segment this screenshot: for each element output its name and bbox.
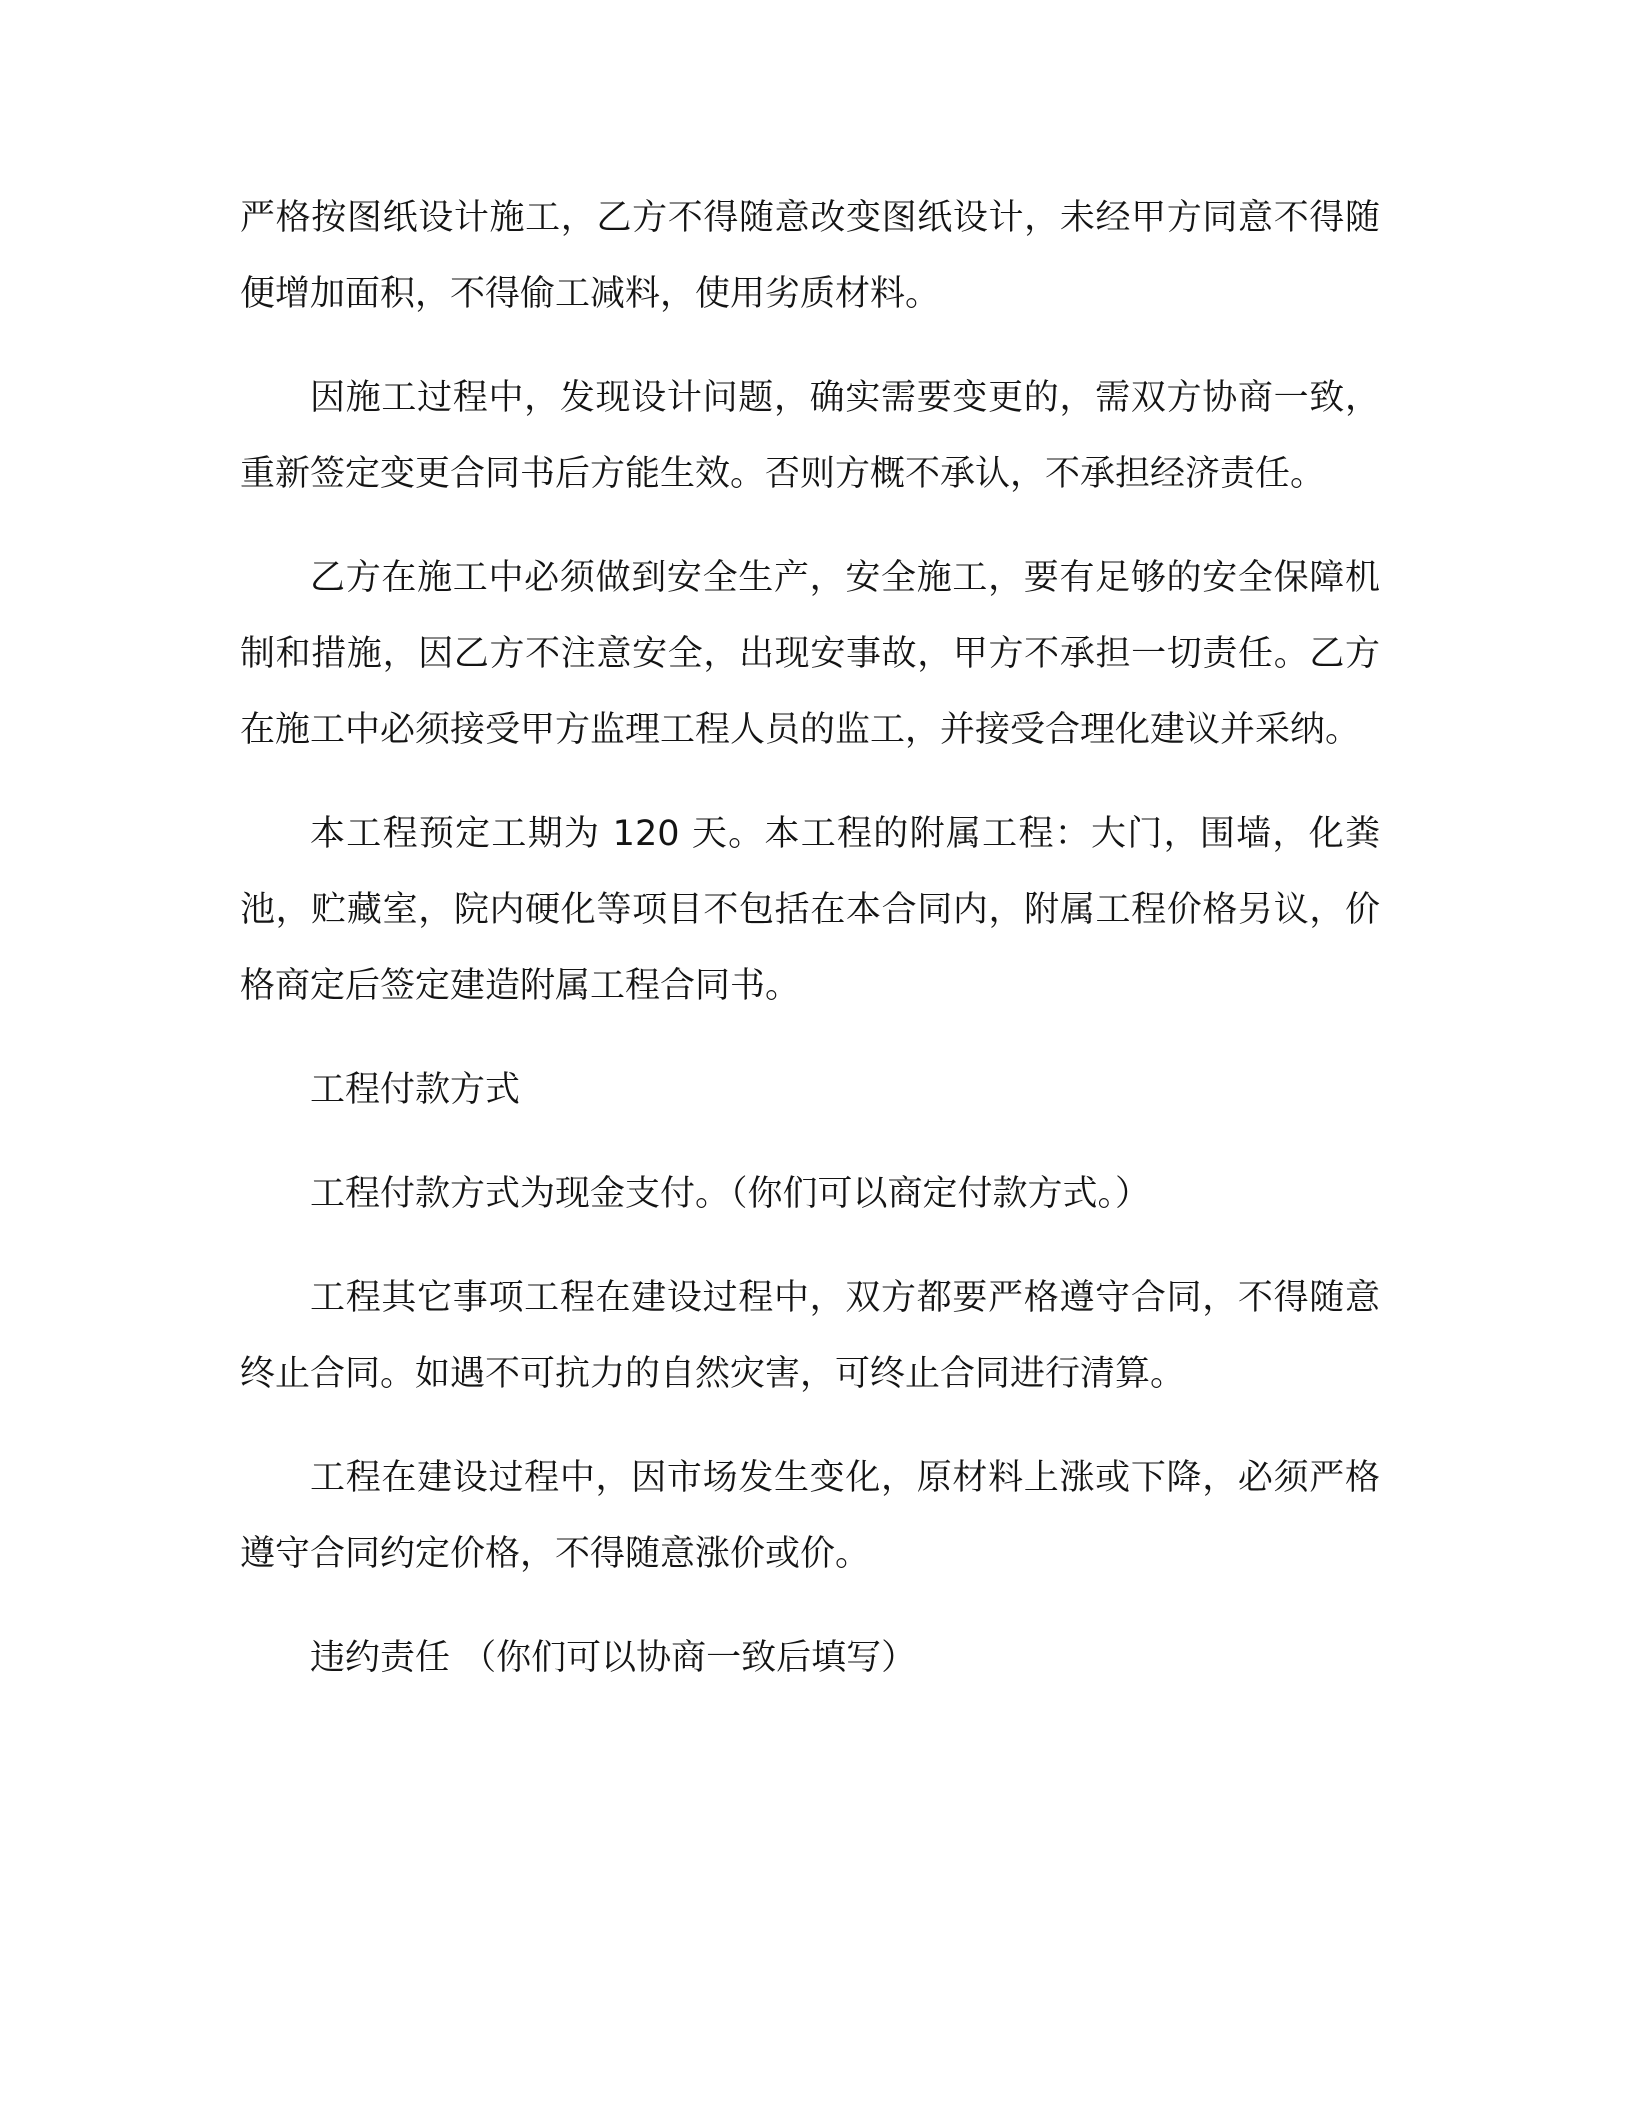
heading-payment-method: 工程付款方式 xyxy=(310,1070,521,1110)
heading-breach-liability: 违约责任 （你们可以协商一致后填写） xyxy=(310,1638,917,1678)
paragraph-drawing-compliance: 严格按图纸设计施工，乙方不得随意改变图纸设计，未经甲方同意不得随便增加面积，不得偷工减料，使用劣质材料。 xyxy=(240,198,1380,314)
paragraph-payment-cash: 工程付款方式为现金支付。（你们可以商定付款方式。） xyxy=(310,1174,1151,1214)
document-body xyxy=(240,180,1380,1724)
paragraph-design-change: 因施工过程中，发现设计问题，确实需要变更的，需双方协商一致，重新签定变更合同书后方能生效。否则方概不承认，不承担经济责任。 xyxy=(240,378,1380,494)
paragraph-schedule: 本工程预定工期为 120 天。本工程的附属工程：大门，围墙，化粪池，贮藏室，院内硬化等项目不包括在本合同内，附属工程价格另议，价格商定后签定建造附属工程合同书。 xyxy=(240,814,1380,1006)
paragraph-safety: 乙方在施工中必须做到安全生产，安全施工，要有足够的安全保障机制和措施，因乙方不注意安全，出现安事故，甲方不承担一切责任。乙方在施工中必须接受甲方监理工程人员的监工，并接受合理化建议并采纳。 xyxy=(240,558,1380,750)
paragraph-price-change: 工程在建设过程中，因市场发生变化，原材料上涨或下降，必须严格遵守合同约定价格，不得随意涨价或价。 xyxy=(240,1458,1380,1574)
paragraph-other-matters: 工程其它事项工程在建设过程中，双方都要严格遵守合同，不得随意终止合同。如遇不可抗力的自然灾害，可终止合同进行清算。 xyxy=(240,1278,1380,1394)
